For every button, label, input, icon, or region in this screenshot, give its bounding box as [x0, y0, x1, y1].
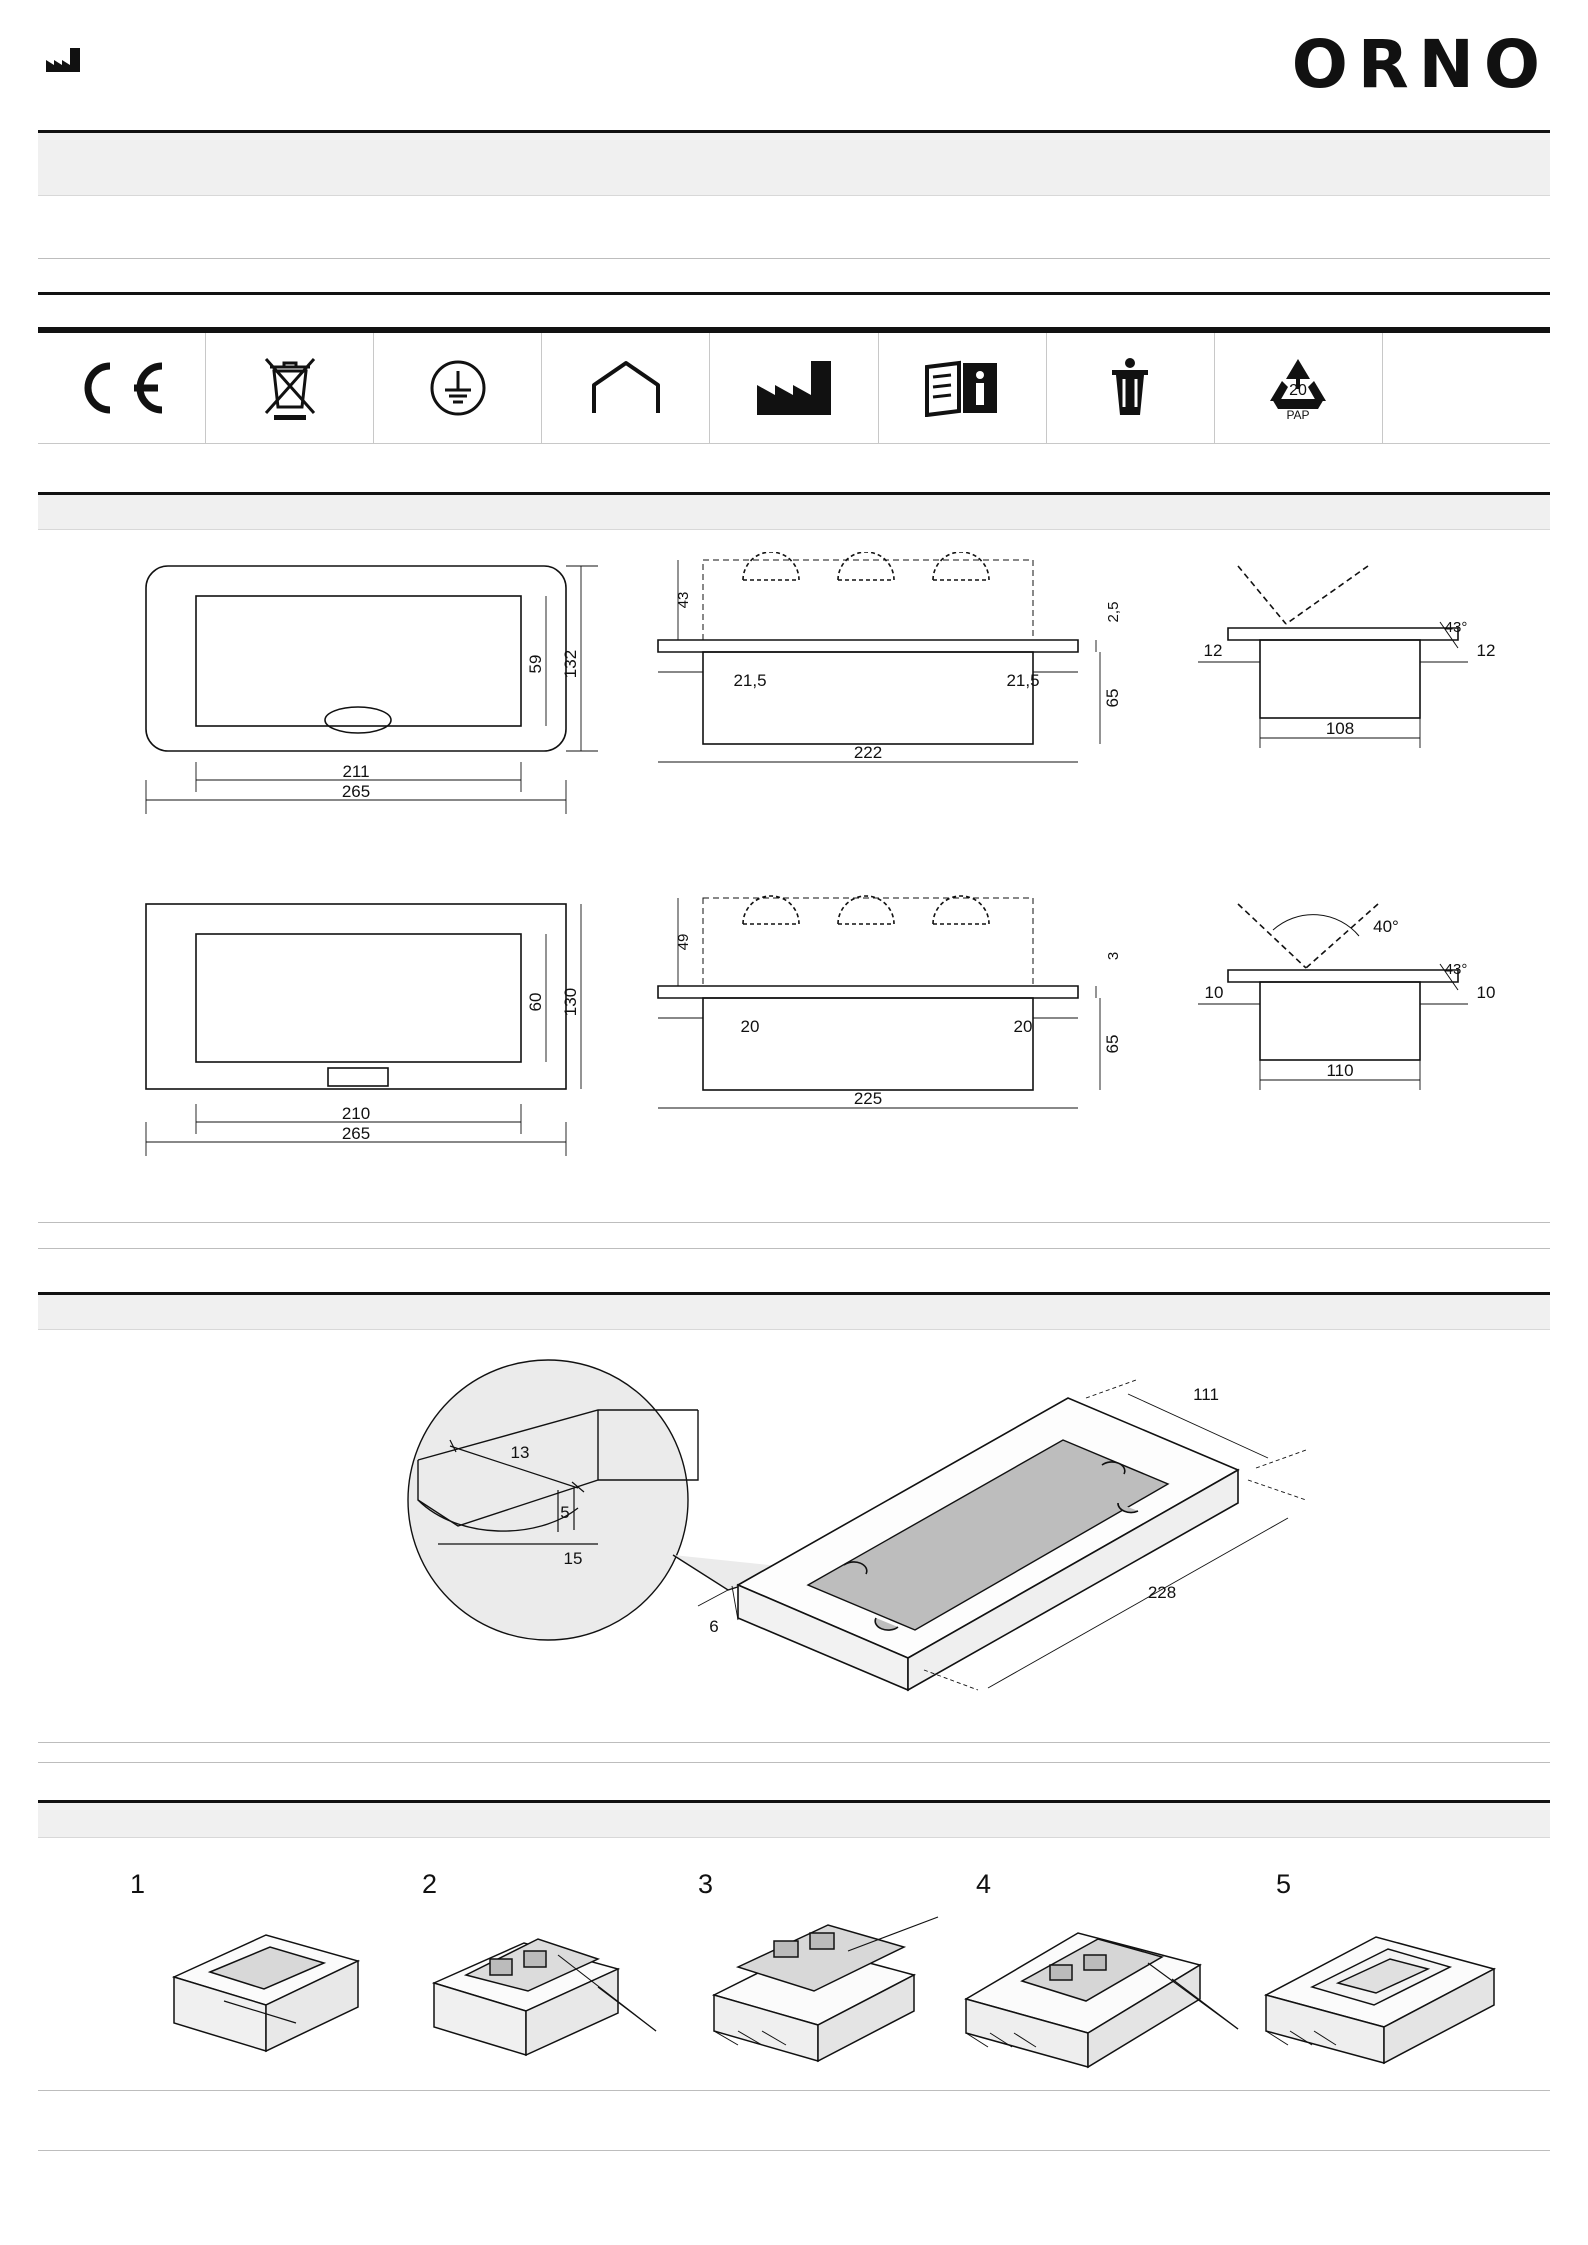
svg-text:43: 43 [675, 591, 692, 609]
svg-text:12: 12 [1476, 641, 1496, 660]
title-band-2-text [38, 295, 1550, 303]
empty-symbol-cell [1383, 333, 1550, 443]
svg-text:60: 60 [526, 992, 545, 1012]
svg-text:59: 59 [526, 654, 545, 674]
indoor-use-house-icon [542, 333, 710, 443]
svg-text:228: 228 [1147, 1583, 1177, 1602]
svg-text:13: 13 [510, 1443, 530, 1462]
step-3-number: 3 [698, 1869, 714, 1899]
svg-text:43°: 43° [1444, 961, 1468, 978]
step-1-number: 1 [130, 1869, 146, 1899]
svg-text:12: 12 [1203, 641, 1223, 660]
title-band-5-text [38, 1803, 1550, 1811]
step-5-number: 5 [1276, 1869, 1292, 1899]
factory-icon [46, 48, 80, 72]
page-header [0, 0, 1588, 120]
svg-text:49: 49 [675, 933, 692, 951]
divider-4 [38, 1742, 1550, 1743]
svg-text:6: 6 [709, 1617, 719, 1636]
weee-crossed-bin-icon [206, 333, 374, 443]
svg-text:5: 5 [560, 1503, 570, 1522]
title-band-4-text [38, 1295, 1550, 1303]
svg-text:10: 10 [1476, 983, 1496, 1002]
svg-text:265: 265 [341, 782, 371, 801]
title-band-1 [38, 130, 1550, 196]
divider-2 [38, 1222, 1550, 1223]
divider-6 [38, 2090, 1550, 2091]
brand-logo: ORNO [1291, 26, 1550, 103]
svg-text:40°: 40° [1373, 917, 1399, 936]
title-band-2 [38, 292, 1550, 330]
svg-text:265: 265 [341, 1124, 371, 1143]
svg-text:65: 65 [1103, 688, 1122, 708]
title-band-4 [38, 1292, 1550, 1330]
svg-text:2,5: 2,5 [1105, 601, 1122, 623]
svg-text:132: 132 [561, 649, 580, 679]
step-4-number: 4 [976, 1869, 992, 1899]
svg-text:65: 65 [1103, 1034, 1122, 1054]
step-2-number: 2 [422, 1869, 438, 1899]
divider-7 [38, 2150, 1550, 2151]
svg-text:210: 210 [341, 1104, 371, 1123]
keep-clean-bin-icon [1047, 333, 1215, 443]
svg-text:130: 130 [561, 987, 580, 1017]
svg-text:20: 20 [1013, 1017, 1033, 1036]
svg-text:110: 110 [1326, 1061, 1354, 1080]
divider-5 [38, 1762, 1550, 1763]
drawing-model-b [38, 890, 1550, 1200]
svg-text:15: 15 [563, 1549, 583, 1568]
title-band-3 [38, 492, 1550, 530]
drawing-model-a [38, 552, 1550, 852]
svg-text:PAP: PAP [1286, 408, 1310, 421]
svg-text:21,5: 21,5 [733, 671, 767, 690]
svg-text:222: 222 [853, 743, 883, 762]
manufacturer-factory-icon [710, 333, 878, 443]
divider-1 [38, 258, 1550, 259]
svg-text:3: 3 [1105, 951, 1122, 961]
svg-text:211: 211 [342, 762, 370, 781]
read-manual-icon [879, 333, 1047, 443]
drawing-cutout [38, 1340, 1550, 1720]
svg-text:111: 111 [1193, 1385, 1219, 1404]
ce-mark-icon [38, 333, 206, 443]
svg-text:43°: 43° [1444, 619, 1468, 636]
divider-3 [38, 1248, 1550, 1249]
symbols-row [38, 330, 1550, 444]
svg-text:10: 10 [1204, 983, 1224, 1002]
title-band-5 [38, 1800, 1550, 1838]
svg-text:108: 108 [1325, 719, 1355, 738]
recycle-pap-20-icon [1215, 333, 1383, 443]
svg-text:20: 20 [740, 1017, 760, 1036]
svg-text:225: 225 [853, 1089, 883, 1108]
title-band-3-text [38, 495, 1550, 503]
title-band-1-text [38, 133, 1550, 141]
svg-text:20: 20 [1289, 382, 1308, 399]
svg-text:21,5: 21,5 [1006, 671, 1040, 690]
installation-steps [38, 1855, 1550, 2105]
protective-earth-icon [374, 333, 542, 443]
